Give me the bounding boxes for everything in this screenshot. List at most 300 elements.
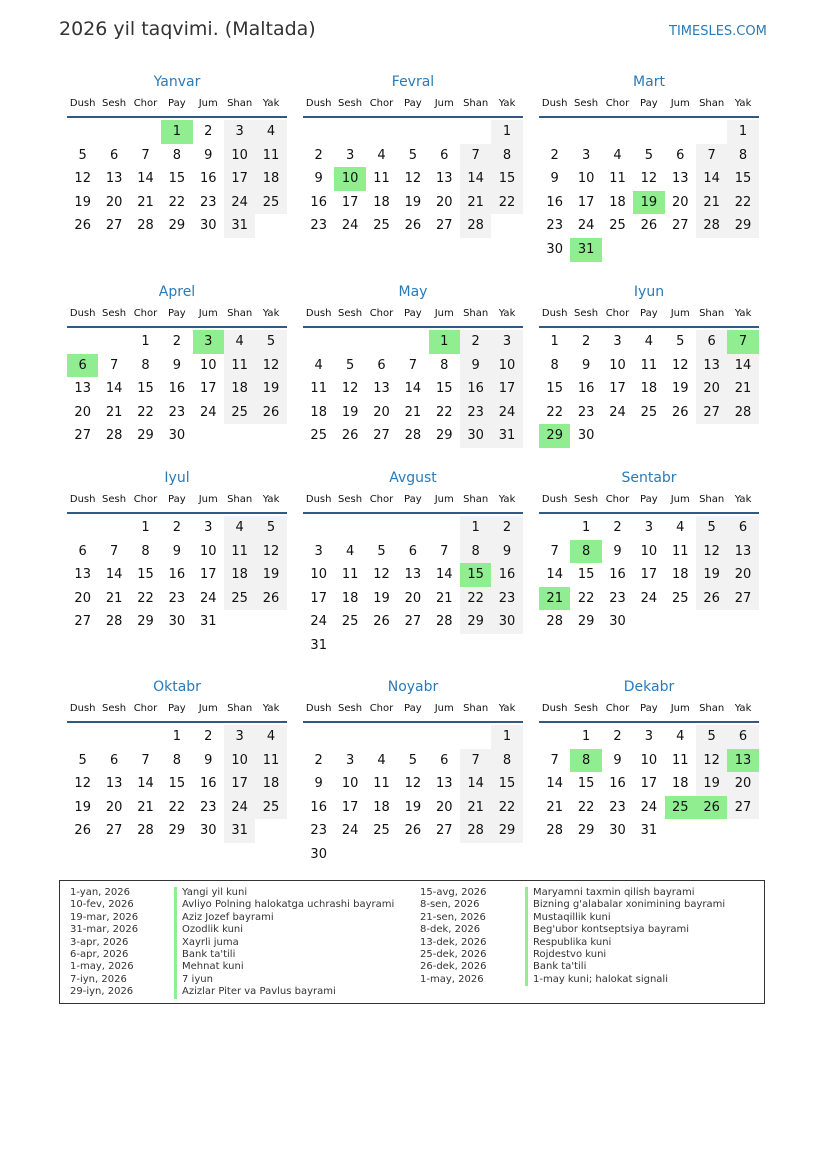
day-cell: 8	[727, 144, 758, 168]
day-grid	[303, 516, 523, 658]
day-cell: 19	[373, 590, 390, 606]
day-cell: 3	[581, 147, 591, 163]
month-avgust	[303, 468, 523, 658]
day-cell: 28	[696, 214, 727, 238]
weekday-header	[67, 302, 287, 328]
empty-cell	[303, 330, 334, 354]
day-cell: 23	[577, 404, 595, 420]
day-cell: 31	[224, 214, 255, 238]
day-cell: 23	[168, 590, 186, 606]
day-cell: 31	[640, 823, 658, 839]
day-cell: 13	[404, 567, 422, 583]
day-cell: 27	[373, 428, 390, 444]
day-cell: 6	[727, 725, 758, 749]
legend-date: 13-dek, 2026	[420, 936, 487, 948]
empty-cell	[130, 120, 161, 144]
day-cell: 1	[491, 725, 522, 749]
day-cell: 4	[314, 357, 323, 373]
day-cell: 18	[224, 377, 255, 401]
empty-cell	[633, 120, 664, 144]
day-cell: 2	[314, 752, 323, 768]
month-aprel	[67, 282, 287, 448]
weekday-label: Dush	[305, 703, 332, 714]
day-cell: 15	[168, 171, 186, 187]
legend-holiday-name: Yangi yil kuni	[182, 887, 248, 898]
day-cell: 10	[310, 567, 327, 583]
weekday-label: Pay	[168, 494, 186, 505]
day-cell: 13	[435, 776, 453, 792]
day-cell: 6	[727, 516, 758, 540]
day-cell: 24	[609, 404, 626, 420]
holiday-day: 3	[193, 330, 224, 354]
day-cell: 9	[172, 357, 181, 373]
weekday-label: Chor	[369, 703, 394, 714]
day-cell: 9	[204, 752, 213, 768]
day-cell: 19	[671, 381, 689, 397]
day-cell: 20	[727, 563, 758, 587]
holiday-day: 29	[539, 424, 570, 448]
brand-link[interactable]: TIMESLES.COM	[669, 24, 767, 39]
legend-holiday-name: Xayrli juma	[182, 936, 239, 948]
weekday-label: Sesh	[574, 98, 599, 109]
month-sentabr	[539, 468, 759, 634]
day-cell: 10	[224, 144, 255, 168]
day-cell: 10	[199, 357, 217, 373]
day-cell: 12	[373, 567, 390, 583]
weekday-label: Dush	[69, 308, 96, 319]
day-cell: 9	[491, 540, 522, 564]
day-cell: 15	[577, 776, 595, 792]
weekday-label: Pay	[640, 494, 658, 505]
day-cell: 12	[341, 381, 359, 397]
weekday-label: Sesh	[574, 308, 599, 319]
legend-date: 8-sen, 2026	[420, 899, 480, 911]
legend-holiday-name: 1-may kuni; halokat signali	[533, 973, 668, 985]
day-cell: 31	[199, 614, 217, 630]
day-cell: 26	[671, 404, 689, 420]
day-cell: 7	[696, 144, 727, 168]
weekday-label: Yak	[262, 98, 280, 109]
day-cell: 3	[644, 729, 653, 744]
day-cell: 18	[373, 194, 390, 210]
weekday-label: Shan	[227, 308, 253, 319]
weekday-label: Sesh	[338, 494, 363, 505]
day-cell: 20	[404, 590, 422, 606]
day-cell: 26	[255, 587, 286, 611]
day-cell: 16	[310, 799, 327, 815]
day-cell: 8	[172, 752, 181, 768]
day-cell: 6	[78, 543, 87, 559]
legend-holiday-name: Bank ta'tili	[182, 948, 236, 960]
legend-date: 3-apr, 2026	[70, 936, 129, 948]
weekday-label: Yak	[262, 308, 280, 319]
day-cell: 25	[224, 401, 255, 425]
weekday-label: Dush	[305, 494, 332, 505]
legend-right-dates	[420, 887, 487, 986]
day-grid	[67, 725, 287, 843]
day-cell: 26	[255, 401, 286, 425]
weekday-label: Shan	[463, 703, 489, 714]
month-fevral	[303, 72, 523, 238]
weekday-label: Chor	[133, 308, 158, 319]
day-cell: 10	[199, 543, 217, 559]
day-cell: 18	[640, 381, 658, 397]
day-cell: 23	[609, 590, 626, 606]
day-cell: 29	[577, 614, 595, 630]
legend-date: 10-fev, 2026	[70, 899, 134, 911]
legend-holiday-name: Rojdestvo kuni	[533, 948, 607, 960]
legend-date: 19-mar, 2026	[70, 911, 139, 923]
day-cell: 9	[613, 543, 622, 559]
day-cell: 20	[105, 194, 123, 210]
day-cell: 2	[314, 147, 323, 163]
day-cell: 6	[696, 330, 727, 354]
legend-date: 21-sen, 2026	[420, 911, 486, 923]
empty-cell	[67, 725, 98, 749]
legend-holiday-name: Beg'ubor kontseptsiya bayrami	[533, 924, 690, 936]
day-cell: 28	[460, 214, 491, 238]
weekday-label: Jum	[434, 703, 454, 714]
day-cell: 15	[491, 772, 522, 796]
day-cell: 25	[224, 587, 255, 611]
weekday-label: Chor	[605, 308, 630, 319]
month-name: Mart	[633, 74, 665, 90]
day-cell: 24	[224, 191, 255, 215]
day-cell: 4	[255, 120, 286, 144]
weekday-label: Sesh	[102, 703, 127, 714]
legend-left-names	[174, 887, 394, 999]
weekday-label: Yak	[734, 703, 752, 714]
holiday-day: 31	[570, 238, 601, 262]
day-cell: 25	[373, 218, 390, 234]
day-cell: 4	[676, 729, 685, 744]
day-cell: 25	[373, 823, 390, 839]
day-cell: 22	[577, 590, 595, 606]
weekday-header	[67, 488, 287, 514]
weekday-label: Shan	[463, 98, 489, 109]
day-cell: 26	[696, 587, 727, 611]
day-cell: 15	[491, 167, 522, 191]
day-cell: 28	[137, 823, 154, 839]
holiday-day: 10	[334, 167, 365, 191]
day-cell: 3	[224, 120, 255, 144]
day-cell: 4	[644, 334, 653, 349]
weekday-label: Dush	[305, 308, 332, 319]
day-cell: 10	[491, 354, 522, 378]
day-cell: 22	[577, 799, 595, 815]
month-mart	[539, 72, 759, 262]
day-cell: 21	[404, 404, 422, 420]
weekday-label: Jum	[670, 494, 690, 505]
day-cell: 2	[172, 520, 181, 535]
empty-cell	[570, 120, 601, 144]
day-cell: 27	[105, 823, 123, 839]
day-cell: 29	[137, 614, 154, 630]
day-cell: 15	[137, 381, 154, 397]
day-cell: 3	[491, 330, 522, 354]
day-cell: 26	[74, 218, 91, 234]
weekday-label: Sesh	[574, 494, 599, 505]
day-cell: 19	[696, 772, 727, 796]
empty-cell	[429, 725, 460, 749]
day-cell: 16	[310, 194, 327, 210]
legend-holiday-name: Maryamni taxmin qilish bayrami	[533, 887, 695, 898]
day-cell: 30	[199, 823, 217, 839]
weekday-label: Yak	[498, 98, 516, 109]
day-cell: 17	[640, 567, 658, 583]
empty-cell	[397, 725, 428, 749]
day-cell: 22	[168, 194, 186, 210]
day-cell: 24	[640, 799, 658, 815]
day-cell: 26	[74, 823, 91, 839]
day-cell: 8	[141, 543, 150, 559]
day-cell: 7	[550, 543, 559, 559]
day-cell: 24	[199, 404, 217, 420]
day-cell: 2	[172, 334, 181, 349]
day-cell: 19	[255, 563, 286, 587]
weekday-label: Jum	[434, 308, 454, 319]
month-name: Noyabr	[387, 679, 439, 695]
day-cell: 27	[671, 218, 689, 234]
day-cell: 12	[696, 749, 727, 773]
weekday-header	[539, 302, 759, 328]
weekday-label: Shan	[463, 494, 489, 505]
weekday-header	[303, 92, 523, 118]
day-cell: 4	[613, 147, 622, 163]
day-cell: 22	[491, 191, 522, 215]
day-cell: 11	[224, 354, 255, 378]
day-cell: 7	[440, 543, 449, 559]
weekday-header	[539, 488, 759, 514]
weekday-header	[539, 697, 759, 723]
weekday-label: Yak	[262, 703, 280, 714]
month-may	[303, 282, 523, 448]
day-cell: 14	[137, 776, 154, 792]
day-cell: 11	[310, 381, 327, 397]
day-cell: 1	[460, 516, 491, 540]
day-cell: 14	[727, 354, 758, 378]
holiday-day: 25	[665, 796, 696, 820]
empty-cell	[67, 120, 98, 144]
day-cell: 21	[546, 799, 563, 815]
day-cell: 10	[609, 357, 626, 373]
day-cell: 28	[105, 614, 123, 630]
empty-cell	[67, 516, 98, 540]
weekday-label: Yak	[734, 494, 752, 505]
day-cell: 31	[491, 424, 522, 448]
day-cell: 11	[255, 749, 286, 773]
day-cell: 20	[696, 377, 727, 401]
day-cell: 29	[727, 214, 758, 238]
day-grid	[303, 330, 523, 448]
day-cell: 30	[310, 846, 327, 862]
day-cell: 28	[435, 614, 453, 630]
weekday-label: Jum	[670, 703, 690, 714]
day-cell: 8	[491, 144, 522, 168]
day-cell: 26	[373, 614, 390, 630]
weekday-label: Shan	[699, 703, 725, 714]
day-cell: 27	[727, 587, 758, 611]
day-cell: 27	[435, 218, 453, 234]
month-name: Iyul	[164, 470, 190, 486]
weekday-label: Shan	[227, 98, 253, 109]
day-cell: 1	[727, 120, 758, 144]
day-cell: 7	[141, 147, 150, 163]
day-cell: 9	[613, 752, 622, 768]
day-cell: 15	[727, 167, 758, 191]
day-cell: 24	[341, 218, 359, 234]
day-cell: 23	[199, 194, 217, 210]
day-cell: 24	[577, 218, 595, 234]
day-cell: 21	[460, 796, 491, 820]
day-cell: 17	[224, 167, 255, 191]
day-cell: 11	[640, 357, 658, 373]
empty-cell	[665, 120, 696, 144]
day-cell: 9	[581, 357, 591, 373]
day-cell: 18	[373, 799, 390, 815]
day-cell: 10	[224, 749, 255, 773]
day-cell: 5	[696, 516, 727, 540]
day-cell: 7	[141, 752, 150, 768]
day-cell: 5	[408, 147, 417, 163]
day-cell: 5	[676, 334, 685, 349]
day-cell: 9	[172, 543, 181, 559]
empty-cell	[539, 120, 570, 144]
empty-cell	[67, 330, 98, 354]
day-cell: 3	[224, 725, 255, 749]
weekday-label: Shan	[699, 308, 725, 319]
weekday-label: Pay	[640, 98, 658, 109]
holiday-day: 6	[67, 354, 98, 378]
day-cell: 25	[640, 404, 658, 420]
day-cell: 13	[74, 381, 91, 397]
holiday-day: 19	[633, 191, 664, 215]
weekday-label: Sesh	[102, 98, 127, 109]
day-cell: 25	[609, 218, 626, 234]
day-cell: 20	[435, 799, 453, 815]
weekday-label: Shan	[699, 494, 725, 505]
day-cell: 14	[460, 167, 491, 191]
day-cell: 29	[137, 428, 154, 444]
day-cell: 23	[460, 401, 491, 425]
day-cell: 30	[609, 823, 626, 839]
empty-cell	[366, 120, 397, 144]
day-cell: 12	[404, 171, 422, 187]
day-cell: 6	[109, 752, 119, 768]
day-cell: 21	[460, 191, 491, 215]
day-cell: 23	[310, 218, 327, 234]
day-cell: 5	[78, 147, 87, 163]
weekday-label: Sesh	[102, 308, 127, 319]
day-cell: 6	[440, 752, 449, 768]
day-cell: 18	[671, 567, 689, 583]
weekday-label: Yak	[734, 98, 752, 109]
weekday-label: Pay	[168, 98, 186, 109]
day-cell: 29	[168, 823, 186, 839]
day-cell: 17	[199, 567, 217, 583]
day-cell: 8	[491, 749, 522, 773]
holiday-day: 7	[727, 330, 758, 354]
day-cell: 5	[345, 357, 355, 373]
day-cell: 23	[546, 218, 563, 234]
day-cell: 28	[460, 819, 491, 843]
day-cell: 3	[345, 147, 355, 163]
empty-cell	[460, 120, 491, 144]
empty-cell	[98, 120, 129, 144]
day-cell: 16	[491, 563, 522, 587]
weekday-label: Pay	[404, 703, 422, 714]
day-cell: 20	[435, 194, 453, 210]
day-cell: 16	[546, 194, 563, 210]
day-cell: 27	[435, 823, 453, 839]
legend-holiday-name: Bank ta'tili	[533, 961, 587, 973]
month-name: May	[398, 284, 428, 300]
weekday-label: Dush	[541, 308, 568, 319]
day-cell: 7	[460, 749, 491, 773]
day-cell: 28	[546, 823, 563, 839]
month-yanvar	[67, 72, 287, 238]
day-cell: 19	[696, 563, 727, 587]
empty-cell	[696, 120, 727, 144]
weekday-header	[303, 697, 523, 723]
weekday-label: Jum	[434, 494, 454, 505]
empty-cell	[334, 725, 365, 749]
day-cell: 27	[727, 796, 758, 820]
day-cell: 20	[74, 590, 91, 606]
weekday-label: Chor	[133, 703, 158, 714]
day-cell: 14	[696, 167, 727, 191]
day-cell: 21	[696, 191, 727, 215]
day-cell: 23	[609, 799, 626, 815]
day-cell: 13	[696, 354, 727, 378]
day-cell: 5	[644, 147, 653, 163]
legend-date: 29-iyn, 2026	[70, 986, 134, 998]
day-cell: 8	[460, 540, 491, 564]
day-cell: 19	[74, 799, 91, 815]
day-cell: 31	[224, 819, 255, 843]
empty-cell	[366, 516, 397, 540]
weekday-label: Sesh	[338, 703, 363, 714]
day-cell: 3	[314, 543, 323, 559]
weekday-label: Dush	[69, 98, 96, 109]
day-cell: 24	[199, 590, 217, 606]
empty-cell	[429, 516, 460, 540]
day-cell: 9	[550, 171, 559, 187]
day-cell: 8	[172, 147, 181, 163]
weekday-label: Jum	[198, 494, 218, 505]
legend-holiday-name: Respublika kuni	[533, 936, 612, 948]
day-cell: 12	[640, 171, 658, 187]
day-cell: 22	[546, 404, 563, 420]
day-cell: 12	[255, 540, 286, 564]
day-cell: 16	[577, 381, 595, 397]
day-cell: 1	[581, 520, 591, 535]
day-cell: 14	[137, 171, 154, 187]
weekday-label: Jum	[198, 98, 218, 109]
day-cell: 12	[74, 171, 91, 187]
day-cell: 17	[199, 381, 217, 397]
day-cell: 11	[224, 540, 255, 564]
day-cell: 11	[373, 171, 390, 187]
day-cell: 16	[460, 377, 491, 401]
day-cell: 17	[310, 590, 327, 606]
day-grid	[303, 120, 523, 238]
month-name: Iyun	[633, 284, 665, 300]
month-name: Fevral	[391, 74, 435, 90]
weekday-label: Shan	[699, 98, 725, 109]
day-cell: 9	[314, 776, 323, 792]
day-cell: 30	[577, 428, 595, 444]
